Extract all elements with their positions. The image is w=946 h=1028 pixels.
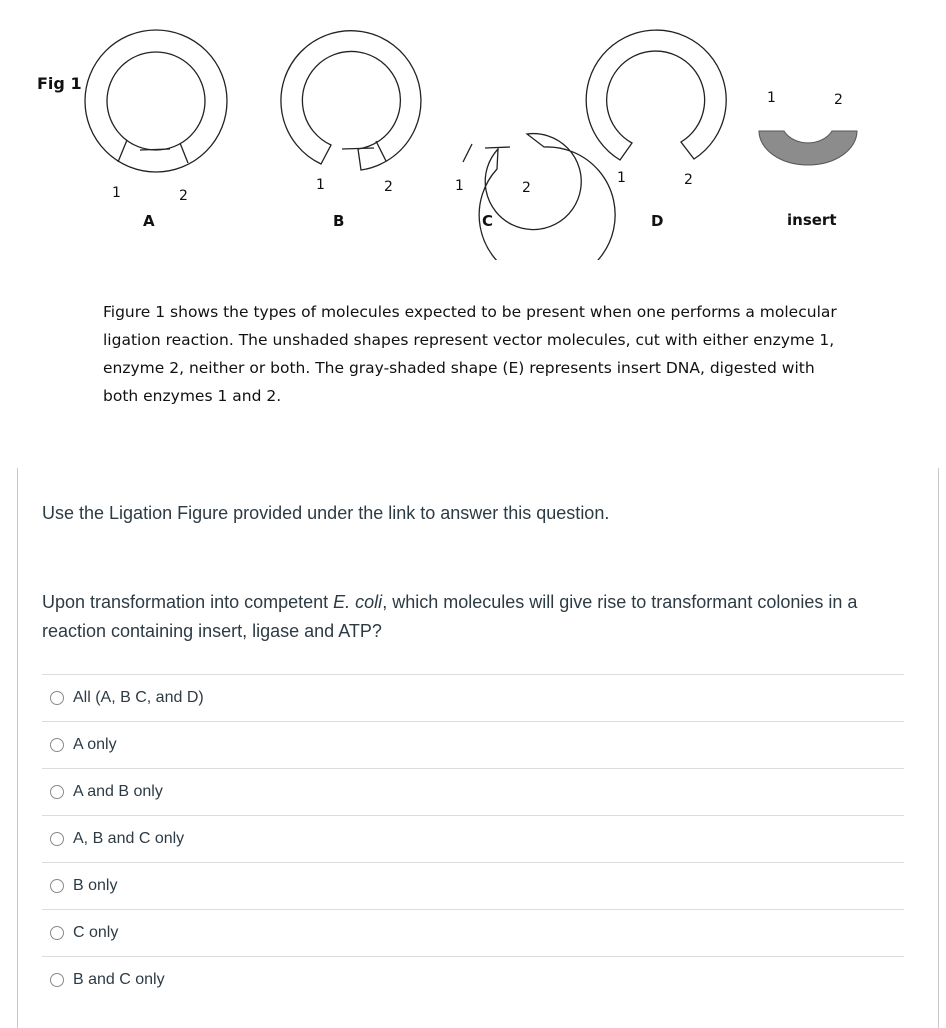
radio-button[interactable] [50, 785, 64, 799]
site-label: 1 [767, 90, 776, 106]
radio-button[interactable] [50, 926, 64, 940]
caption-line: enzyme 2, neither or both. The gray-shaded shape (E) represents insert DNA, digested with [103, 359, 815, 377]
caption-line: Figure 1 shows the types of molecules expected to be present when one performs a molecular [103, 303, 837, 321]
option-label[interactable]: B and C only [73, 971, 165, 988]
site-label: 1 [617, 170, 626, 186]
figure-label: Fig 1 [37, 74, 82, 93]
molecule-b-plasmid [281, 31, 421, 170]
figure-drawing [0, 0, 946, 260]
molecule-c-plasmid [463, 134, 615, 260]
question-instruction: Use the Ligation Figure provided under the link to answer this question. [42, 503, 610, 523]
figure-caption [103, 298, 873, 410]
prompt-organism: E. coli [333, 592, 383, 612]
answer-options [42, 674, 904, 1003]
molecule-d-plasmid [586, 30, 726, 160]
answer-option[interactable] [42, 815, 904, 862]
answer-option[interactable] [42, 909, 904, 956]
radio-button[interactable] [50, 738, 64, 752]
option-label[interactable]: A only [73, 736, 117, 753]
site-label: 2 [834, 92, 843, 108]
molecule-name: B [333, 212, 345, 230]
prompt-text: Upon transformation into competent [42, 592, 334, 612]
caption-line: both enzymes 1 and 2. [103, 387, 282, 405]
site-label: 1 [455, 178, 464, 194]
site-label: 1 [112, 185, 121, 201]
site-label: 2 [384, 179, 393, 195]
molecule-name: insert [787, 211, 837, 229]
radio-button[interactable] [50, 879, 64, 893]
prompt-text: , which molecules will give rise to transformant colonies in a reaction containing insert, ligase and ATP? [42, 592, 858, 641]
question-prompt [42, 588, 912, 646]
site-label: 2 [684, 172, 693, 188]
option-label[interactable]: A, B and C only [73, 830, 185, 847]
radio-button[interactable] [50, 832, 64, 846]
molecule-name: C [482, 212, 494, 230]
answer-option[interactable] [42, 956, 904, 1003]
site-label: 2 [522, 180, 531, 196]
ligation-figure [0, 0, 946, 460]
option-label[interactable]: All (A, B C, and D) [73, 689, 204, 706]
option-label[interactable]: A and B only [73, 783, 163, 800]
answer-option[interactable] [42, 674, 904, 721]
option-label[interactable]: C only [73, 924, 119, 941]
site-label: 1 [316, 177, 325, 193]
radio-button[interactable] [50, 691, 64, 705]
insert-fragment [759, 131, 857, 165]
answer-option[interactable] [42, 768, 904, 815]
molecule-a-plasmid [85, 30, 227, 172]
answer-option[interactable] [42, 721, 904, 768]
radio-button[interactable] [50, 973, 64, 987]
caption-line: ligation reaction. The unshaded shapes represent vector molecules, cut with either enzyme 1, [103, 331, 835, 349]
answer-option[interactable] [42, 862, 904, 909]
molecule-name: A [143, 212, 155, 230]
option-label[interactable]: B only [73, 877, 118, 894]
molecule-name: D [651, 212, 664, 230]
site-label: 2 [179, 188, 188, 204]
